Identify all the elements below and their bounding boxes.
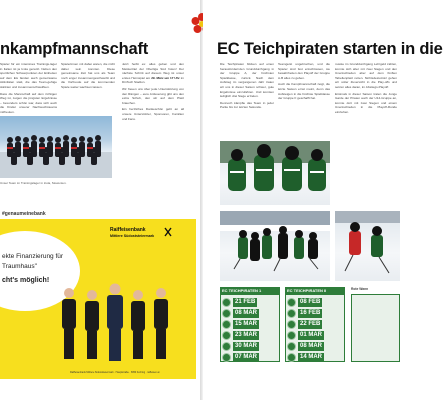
- opponent-logo-icon: [222, 298, 231, 307]
- opponent-logo-icon: [222, 331, 231, 340]
- opponent-logo-icon: [287, 309, 296, 318]
- opponent-logo-icon: [287, 320, 296, 329]
- team-photo-caption: Unser Team im Trainingslager in Icola, Slowenien.: [0, 181, 67, 185]
- schedule-title-2: EC TEICHPIRATEN II: [285, 287, 345, 294]
- hockey-game-image: [220, 211, 330, 281]
- right-col2-para-2: Auch die Kampfmannschaft zeigt, die letzte Saison ernst meint, denn das Aufsteigen in die höchste Spielklasse der Gruppe F geschafft hat.: [278, 82, 330, 101]
- right-col3-para-1: nusste im Grunddurchgang Lehrgeld zahlen, konnte sich aber mit zwei Siegen und den Unentschieden aber auf dem fünften Tabellenplatz retten. Nichtsdestotrotz gehen wir voller Zuversicht in die Play-offs und setzen alles daran, im Abstiegs-Playoff.: [335, 62, 397, 89]
- right-col1-para-1: Die Teichpiraten blicken auf einen herausfordernden Grunddurchgang in der Gruppe A, der höchsten Spielklasse, zurück. Nach dem Aufstieg im vergangenen Jahr traten wir uns in dieser Saison schwer, gute Ergebnisse einzufahren. Und konnten lediglich drei Siege erzielen.: [220, 62, 274, 99]
- game-date: 16 FEB: [300, 309, 321, 316]
- schedule-team-3: [351, 294, 400, 362]
- game-date: 21 FEB: [235, 298, 256, 305]
- game-date: 08 FEB: [300, 298, 321, 305]
- home-game-date: 29. März um 17 Uhr: [151, 75, 180, 80]
- schedule-row: [287, 352, 324, 362]
- game-date: 30 MAR: [235, 342, 258, 349]
- hockey-photo-team: [220, 141, 330, 205]
- left-article-col-2: [61, 62, 115, 110]
- right-article-col-2: [278, 62, 330, 140]
- left-article-col-1: [0, 62, 57, 114]
- right-page: [203, 0, 443, 400]
- ad-footer: Raiffeisenbank Mittlere Südoststeiermark · Hauptstraße · 8350 Fehring · raiffeisen.at: [70, 371, 160, 374]
- left-col3-para-3: Ein herzliches Dankeschön geht an all unsere Unterstützer, Sponsoren, Familien und Fans.: [122, 107, 184, 121]
- left-col1-para-1: Spieler für ein intensives Trainings-lager in Italien ist ja Icola genutzt. Neben den sportlichen Schwerpunkten der Einheiten auf dem Eis fanden auch gemeinsame Aktivitäten statt, die das Team-gefüge stärkten und zusammenschweißten.: [0, 62, 57, 89]
- right-headline: EC Teichpiraten starten in die: [217, 40, 443, 58]
- team-photo: [0, 116, 112, 178]
- game-date: 14 MAR: [300, 353, 323, 360]
- schedule-team-2: [285, 294, 345, 362]
- left-col3-text: Jetzt heißt es: alles geben und den Meistertitel der Oberliga Süd holen! Der nächste Schritt auf diesem Weg ist unser erstes Heimspiel am: [122, 62, 184, 80]
- bank-advertisement: [0, 219, 196, 379]
- schedule-row: [222, 297, 257, 307]
- schedule-row: [287, 297, 322, 307]
- hockey-action-image: [335, 211, 400, 281]
- hockey-photo-action: [335, 211, 400, 281]
- game-date: 22 FEB: [300, 320, 321, 327]
- right-article-col-3: [335, 62, 397, 212]
- opponent-logo-icon: [287, 298, 296, 307]
- left-headline: nkampfmannschaft: [0, 40, 149, 58]
- left-article-col-3: [122, 62, 184, 187]
- opponent-logo-icon: [287, 342, 296, 351]
- bank-brand-branch: Mittlere Südoststeiermark: [110, 234, 155, 238]
- game-date: 23 MAR: [235, 331, 258, 338]
- ad-headline-1: ekte Finanzierung für: [2, 253, 64, 260]
- game-date: 15 MAR: [235, 320, 258, 327]
- left-page: [0, 0, 200, 400]
- ad-headline-3: cht's möglich!: [2, 277, 50, 284]
- right-col2-para-1: Teamgeist ungebrochen, und die Spieler sind fest entschlossen, sie bewahrheiten den Playoff der Gruppe A-B alles zu geben.: [278, 62, 330, 80]
- schedule-row: [222, 308, 259, 318]
- right-article-col-1: [220, 62, 274, 140]
- bank-brand: [110, 227, 154, 239]
- schedule-row: [287, 341, 324, 351]
- opponent-logo-icon: [287, 331, 296, 340]
- game-date: 08 MAR: [300, 342, 323, 349]
- left-col1-para-2: Dass die Mannschaft auf dem richtigen Weg ist, zeigen die jüngsten Ergebnisse – besonders schön war, dass sich auch die Kinder unserer Nachwuchsteams mitfreuten.: [0, 91, 57, 114]
- schedule-row: [287, 330, 324, 340]
- hockey-photo-game: [220, 211, 330, 281]
- left-col2-para-1: Spielerinnen mit dabei waren, die nicht dabei sein konnten. Diese gemeinsame Zeit hat uns als Team noch enger zusammengeschweißt und die Vorfreude auf die kommenden Spiele weiter wachsen lassen.: [61, 62, 115, 89]
- schedule-row: [222, 352, 259, 362]
- team-photo-image: [0, 116, 112, 178]
- schedule-row: [287, 308, 322, 318]
- opponent-logo-icon: [287, 353, 296, 362]
- schedule-note: Rote Wann: [351, 287, 369, 291]
- right-col3-para-2: Erstmals in dieser Saison traten die Junge Garde der Piraten auch der U14-Gruppe an, konnte dort mit zwei Siegen und einem Unentschieden in die Playoff-Runde einziehen.: [335, 91, 397, 114]
- opponent-logo-icon: [222, 309, 231, 318]
- bank-brand-name: Raiffeisenbank: [110, 227, 146, 233]
- schedule-title-1: EC TEICHPIRATEN 1: [220, 287, 280, 294]
- game-date: 07 MAR: [235, 353, 258, 360]
- schedule-row: [222, 341, 259, 351]
- schedule-row: [222, 330, 259, 340]
- opponent-logo-icon: [222, 353, 231, 362]
- opponent-logo-icon: [222, 342, 231, 351]
- hashtag: #genaumeinebank: [2, 211, 46, 217]
- schedule-row: [222, 319, 259, 329]
- game-date: 01 MAR: [300, 331, 323, 338]
- left-col3-para-2: Wir freuen uns über jede Unterstützung von den Rängen – eure Anfeuerung gibt uns den extra Schub, den wir auf dem Platz brauchen.: [122, 86, 184, 105]
- opponent-logo-icon: [222, 320, 231, 329]
- hockey-players-image: [220, 141, 330, 205]
- left-col3-venue: im DinTech Stadion.: [122, 75, 184, 85]
- raiffeisen-logo-icon: [163, 227, 173, 237]
- ad-headline-2: Traumhaus": [2, 263, 37, 270]
- bank-staff-photo: [55, 279, 175, 371]
- game-date: 08 MAR: [235, 309, 258, 316]
- right-col1-para-2: Dennoch kämpfte das Team in jeder Partie bis zur letzten Sekunde.: [220, 100, 274, 110]
- schedule-team-1: [220, 294, 280, 362]
- schedule-row: [287, 319, 322, 329]
- left-col3-para-1: [122, 62, 184, 85]
